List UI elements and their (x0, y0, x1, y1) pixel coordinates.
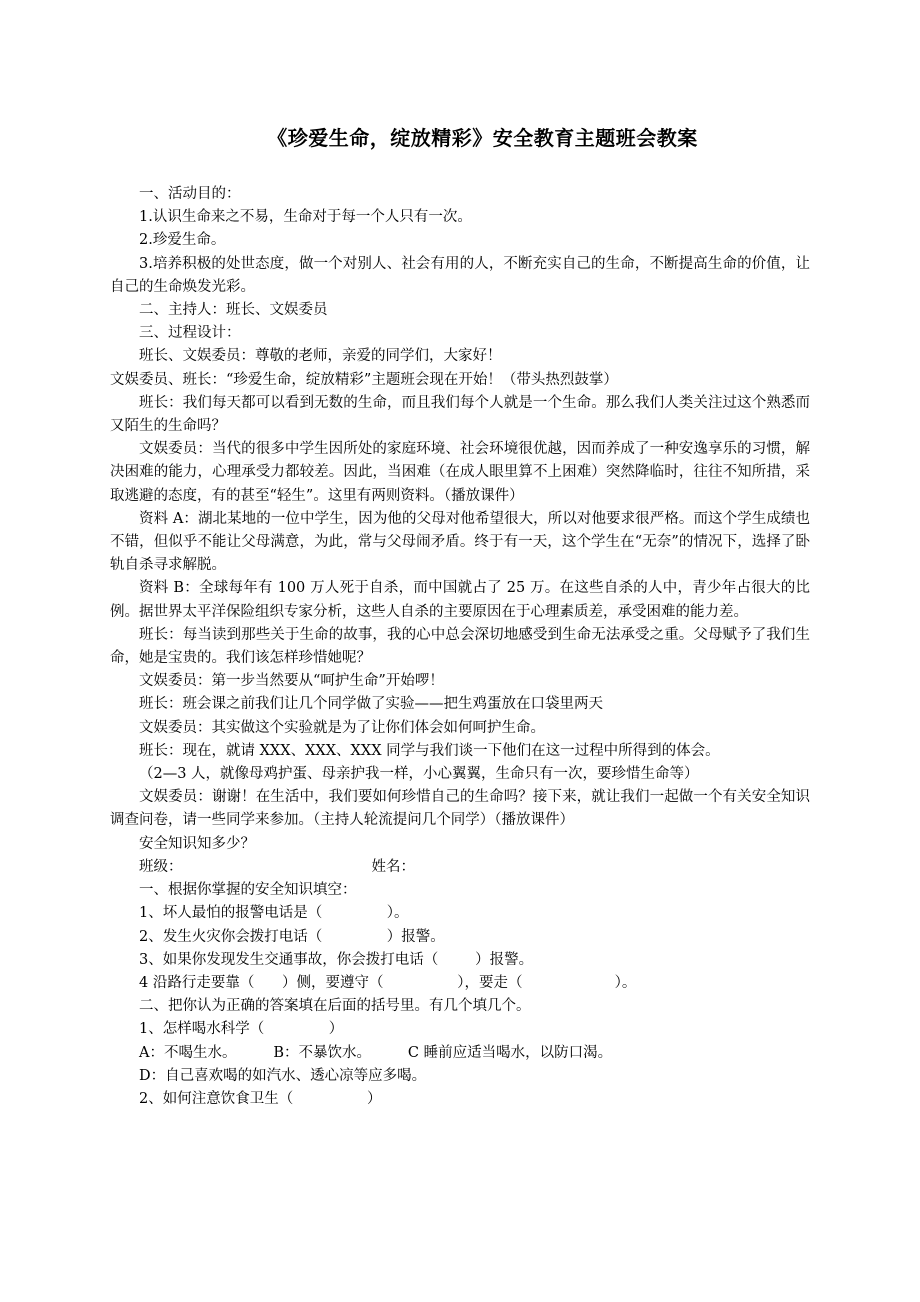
quiz-question: 2、发生火灾你会拨打电话（ ）报警。 (139, 928, 445, 945)
quiz-question: 3、如果你发现发生交通事故，你会拨打电话（ ）报警。 (139, 951, 534, 968)
paragraph: 文娱委员：其实做这个实验就是为了让你们体会如何呵护生命。 (139, 719, 545, 736)
quiz-question: 1、怎样喝水科学（ ） (139, 1021, 344, 1038)
paragraph: 班长：我们每天都可以看到无数的生命，而且我们每个人就是一个生命。那么我们人类关注过这个熟悉而又陌生的生命吗？ (110, 394, 810, 435)
paragraph: 2.珍爱生命。 (139, 232, 226, 249)
quiz-header: 班级： 姓名： (139, 858, 415, 875)
document-title: 《珍爱生命，绽放精彩》安全教育主题班会教案 (267, 126, 698, 150)
quiz-question: 1、坏人最怕的报警电话是（ ）。 (139, 905, 409, 922)
quiz-section-heading: 一、根据你掌握的安全知识填空： (139, 882, 357, 899)
section-heading: 二、主持人：班长、文娱委员 (139, 302, 328, 319)
quiz-section-heading: 二、把你认为正确的答案填在后面的括号里。有几个填几个。 (139, 998, 531, 1015)
paragraph: （2—3 人，就像母鸡护蛋、母亲护我一样，小心翼翼，生命只有一次，要珍惜生命等） (139, 766, 699, 783)
paragraph: 资料 B：全球每年有 100 万人死于自杀，而中国就占了 25 万。在这些自杀的人中，青少年占很大的比例。据世界太平洋保险组织专家分析，这些人自杀的主要原因在于心理素质差，承受困难的能力差。 (110, 580, 810, 620)
quiz-question: 2、如何注意饮食卫生（ ） (139, 1090, 382, 1107)
paragraph: 3.培养积极的处世态度，做一个对别人、社会有用的人，不断充实自己的生命，不断提高生命的价值，让自己的生命焕发光彩。 (110, 255, 810, 295)
paragraph: 资料 A：湖北某地的一位中学生，因为他的父母对他希望很大，所以对他要求很严格。而这个学生成绩也不错，但似乎不能让父母满意，为此，常与父母闹矛盾。终于有一天，这个学生在“无奈”的情况下，选择了卧轨自杀寻求解脱。 (110, 510, 810, 574)
paragraph: 文娱委员、班长：“珍爱生命，绽放精彩”主题班会现在开始！（带头热烈鼓掌） (110, 371, 618, 388)
paragraph: 1.认识生命来之不易，生命对于每一个人只有一次。 (139, 209, 472, 226)
paragraph: 文娱委员：第一步当然要从“呵护生命”开始啰！ (139, 673, 444, 690)
paragraph: 班长：每当读到那些关于生命的故事，我的心中总会深切地感受到生命无法承受之重。父母赋予了我们生命，她是宝贵的。我们该怎样珍惜她呢？ (110, 626, 810, 667)
quiz-title: 安全知识知多少？ (139, 835, 255, 852)
paragraph: 文娱委员：谢谢！在生活中，我们要如何珍惜自己的生命吗？接下来，就让我们一起做一个有关安全知识调查问卷，请一些同学来参加。（主持人轮流提问几个同学）（播放课件） (110, 789, 810, 829)
quiz-options: D：自己喜欢喝的如汽水、透心凉等应多喝。 (139, 1067, 427, 1084)
paragraph: 文娱委员：当代的很多中学生因所处的家庭环境、社会环境很优越，因而养成了一种安逸享乐的习惯，解决困难的能力，心理承受力都较差。因此，当困难（在成人眼里算不上困难）突然降临时，往往不知所措，采取逃避的态度，有的甚至“轻生”。这里有两则资料。（播放课件） (110, 441, 810, 504)
paragraph: 班长：现在，就请 XXX、XXX、XXX 同学与我们谈一下他们在这一过程中所得到的体会。 (139, 742, 720, 759)
document-body (110, 183, 810, 1111)
quiz-options: A：不喝生水。 B：不暴饮水。 C 睡前应适当喝水，以防口渴。 (139, 1044, 613, 1061)
quiz-question: 4 沿路行走要靠（ ）侧，要遵守（ ），要走（ ）。 (139, 974, 637, 991)
paragraph: 班长、文娱委员：尊敬的老师，亲爱的同学们，大家好！ (139, 348, 502, 365)
paragraph: 班长：班会课之前我们让几个同学做了实验——把生鸡蛋放在口袋里两天 (139, 696, 603, 713)
section-heading: 三、过程设计： (139, 325, 241, 342)
section-heading: 一、活动目的： (139, 186, 241, 202)
